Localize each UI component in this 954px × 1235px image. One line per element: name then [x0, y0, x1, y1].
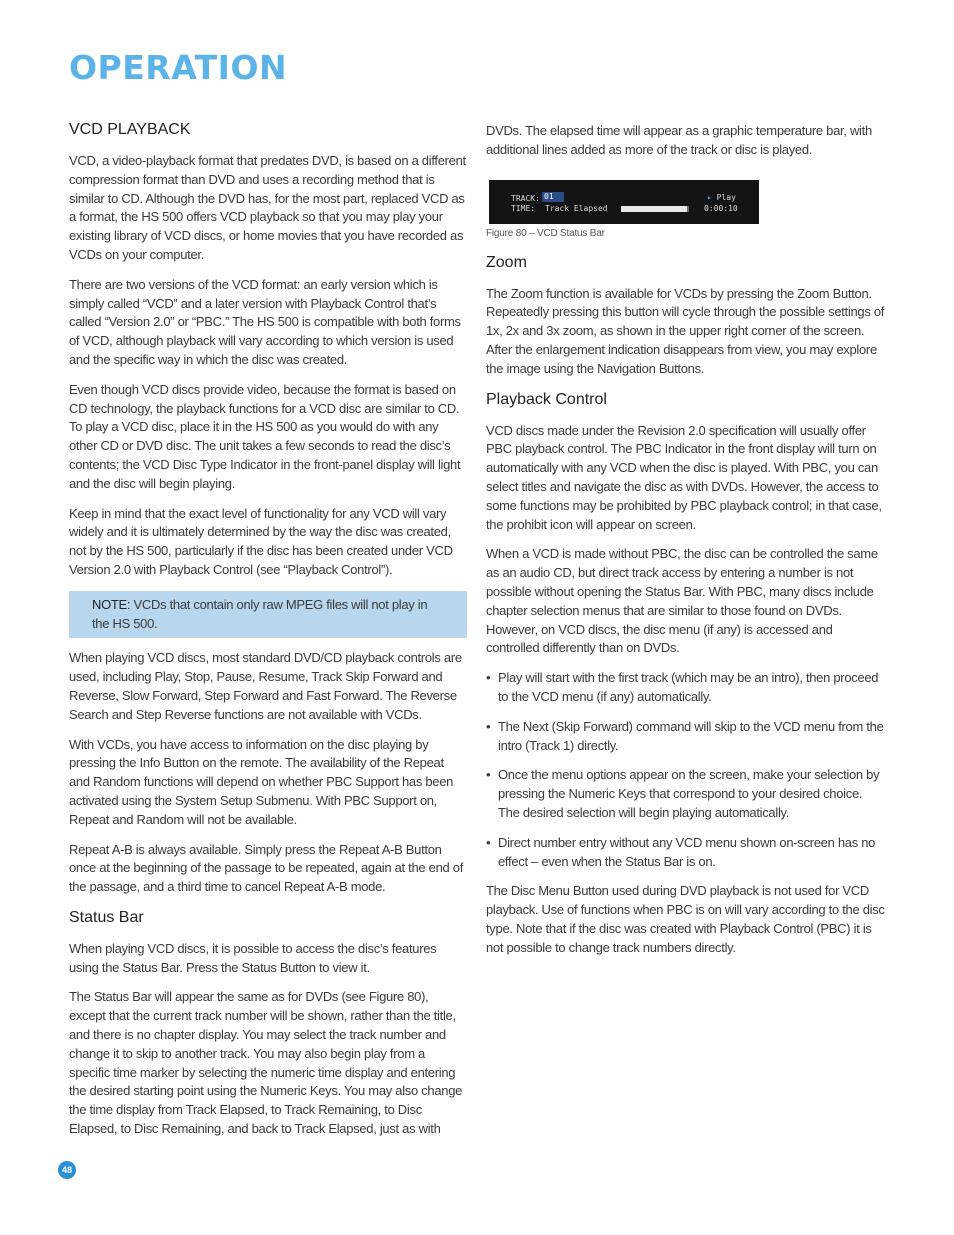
paragraph: The Disc Menu Button used during DVD playback is not used for VCD playback. Use of functions when PBC is on will vary according to the disc type. Note that if the disc was created with Playback Control (PBC) it is not possible to change track numbers directly. — [486, 883, 885, 955]
note-box — [69, 591, 467, 639]
paragraph: Keep in mind that the exact level of functionality for any VCD will vary widely and it is ultimately determined by the way the disc was created, not by the HS 500, particularly if the disc has been created under VCD Version 2.0 with Playback Control (see “Playback Control”). — [69, 505, 453, 577]
paragraph: When a VCD is made without PBC, the disc can be controlled the same as an audio CD, but direct track access by entering a number is not possible without opening the Status Bar. With PBC, many discs include chapter selection menus that are similar to those found on DVDs. However, on VCD discs, the disc menu (if any) is accessed and controlled differently than on DVDs. — [486, 546, 878, 656]
paragraph: Even though VCD discs provide video, because the format is based on CD technology, the playback functions for a VCD disc are similar to CD. To play a VCD disc, place it in the HS 500 as you would do with any other CD or DVD disc. The unit takes a few seconds to read the disc’s contents; the VCD Disc Type Indicator in the front-panel display will light and the disc will begin playing. — [69, 381, 461, 491]
figure-clock: 0:00:10 — [704, 203, 738, 213]
vcd-playback-heading: VCD PLAYBACK — [69, 121, 191, 138]
bullet: • — [486, 718, 491, 734]
paragraph: DVDs. The elapsed time will appear as a graphic temperature bar, with additional lines added as more of the track or disc is played. — [486, 123, 872, 157]
paragraph: The Zoom function is available for VCDs by pressing the Zoom Button. Repeatedly pressing this button will cycle through the possible settings of 1x, 2x and 3x zoom, as shown in the upper right corner of the screen. After the enlargement indication disappears from view, you may explore the image using the Navigation Buttons. — [486, 285, 885, 376]
bullet: • — [486, 670, 491, 686]
bullet: • — [486, 767, 491, 783]
playback-control-heading: Playback Control — [486, 390, 607, 408]
bullet: • — [486, 834, 491, 850]
figure-play-status — [707, 193, 736, 202]
paragraph: There are two versions of the VCD format: an early version which is simply called “VCD” and a later version with Playback Control that’s called “Version 2.0” or “PBC.” The HS 500 is compatible with both forms of VCD, although playback will vary according to which version is used and the specific way in which the disc was created. — [69, 276, 461, 367]
figure-track-value: 01 — [542, 192, 564, 202]
paragraph: When playing VCD discs, most standard DVD/CD playback controls are used, including Play, Stop, Pause, Resume, Track Skip Forward and Reverse, Slow Forward, Step Forward and Fast Forward. The Reverse Search and Step Reverse functions are not available with VCDs. — [69, 650, 462, 722]
figure-time-label: TIME: — [511, 203, 536, 213]
paragraph: VCD discs made under the Revision 2.0 specification will usually offer PBC playback control. The PBC Indicator in the front display will turn on automatically with any VCD when the disc is played. With PBC, you can select titles and navigate the disc as with DVDs. However, the access to some functions may be prohibited by PBC playback control; in that case, the prohibit icon will appear on screen. — [486, 422, 882, 532]
note-label: NOTE: — [92, 596, 131, 612]
list-item: • Once the menu options appear on the screen, make your selection by pressing the Numeric Keys that correspond to your desired choice. The desired selection will begin playing automatically. — [486, 767, 880, 820]
note-text: VCDs that contain only raw MPEG files will not play in the HS 500. — [92, 596, 428, 631]
zoom-heading: Zoom — [486, 253, 527, 271]
figure-caption: Figure 80 – VCD Status Bar — [486, 227, 605, 239]
list-item: • Play will start with the first track (which may be an intro), then proceed to the VCD menu (if any) automatically. — [486, 670, 879, 704]
paragraph: The Status Bar will appear the same as for DVDs (see Figure 80), except that the current track number will be shown, rather than the title, and there is no chapter display. You may select the track number and change it to skip to another track. You may also begin play from a specific time marker by selecting the numeric time display and entering the desired starting point using the Numeric Keys. You may also change the time display from Track Elapsed, to Track Remaining, to Disc Elapsed, to Disc Remaining, and back to Track Elapsed, just as with — [69, 989, 463, 1137]
play-icon: ▸ — [707, 192, 712, 202]
paragraph: VCD, a video-playback format that predates DVD, is based on a different compression format than DVD and uses a recording method that is similar to CD. Although the DVD has, for the most part, replaced VCD as a format, the HS 500 offers VCD playback so that you may play your existing library of VCD discs, or home movies that you have recorded as VCDs on your computer. — [69, 153, 466, 262]
figure-play-label: Play — [716, 192, 736, 202]
figure-progress-fill — [621, 206, 687, 212]
paragraph: Repeat A-B is always available. Simply press the Repeat A-B Button once at the beginning of the passage to be repeated, again at the end of the passage, and a third time to cancel Repeat A-B mode. — [69, 841, 464, 895]
figure-track-label: TRACK: — [511, 193, 540, 203]
paragraph: With VCDs, you have access to information on the disc playing by pressing the Info Button on the remote. The availability of the Repeat and Random functions will depend on whether PBC Support has been activated using the System Setup Submenu. With PBC Support on, Repeat and Random will not be available. — [69, 736, 454, 827]
list-item: • The Next (Skip Forward) command will skip to the VCD menu from the intro (Track 1) directly. — [486, 718, 884, 753]
paragraph: When playing VCD discs, it is possible to access the disc’s features using the Status Bar. Press the Status Button to view it. — [69, 940, 437, 975]
figure-time-mode: Track Elapsed — [545, 203, 608, 213]
page-title: OPERATION — [69, 48, 288, 87]
list-item: • Direct number entry without any VCD menu shown on-screen has no effect – even when the Status Bar is on. — [486, 834, 876, 869]
page-number: 48 — [58, 1161, 76, 1179]
right-column — [486, 122, 886, 969]
left-column — [69, 120, 467, 1150]
status-bar-heading: Status Bar — [69, 908, 144, 926]
bullet-list — [486, 669, 886, 871]
vcd-status-bar-figure — [489, 180, 759, 224]
figure-progress-bar — [621, 206, 689, 212]
